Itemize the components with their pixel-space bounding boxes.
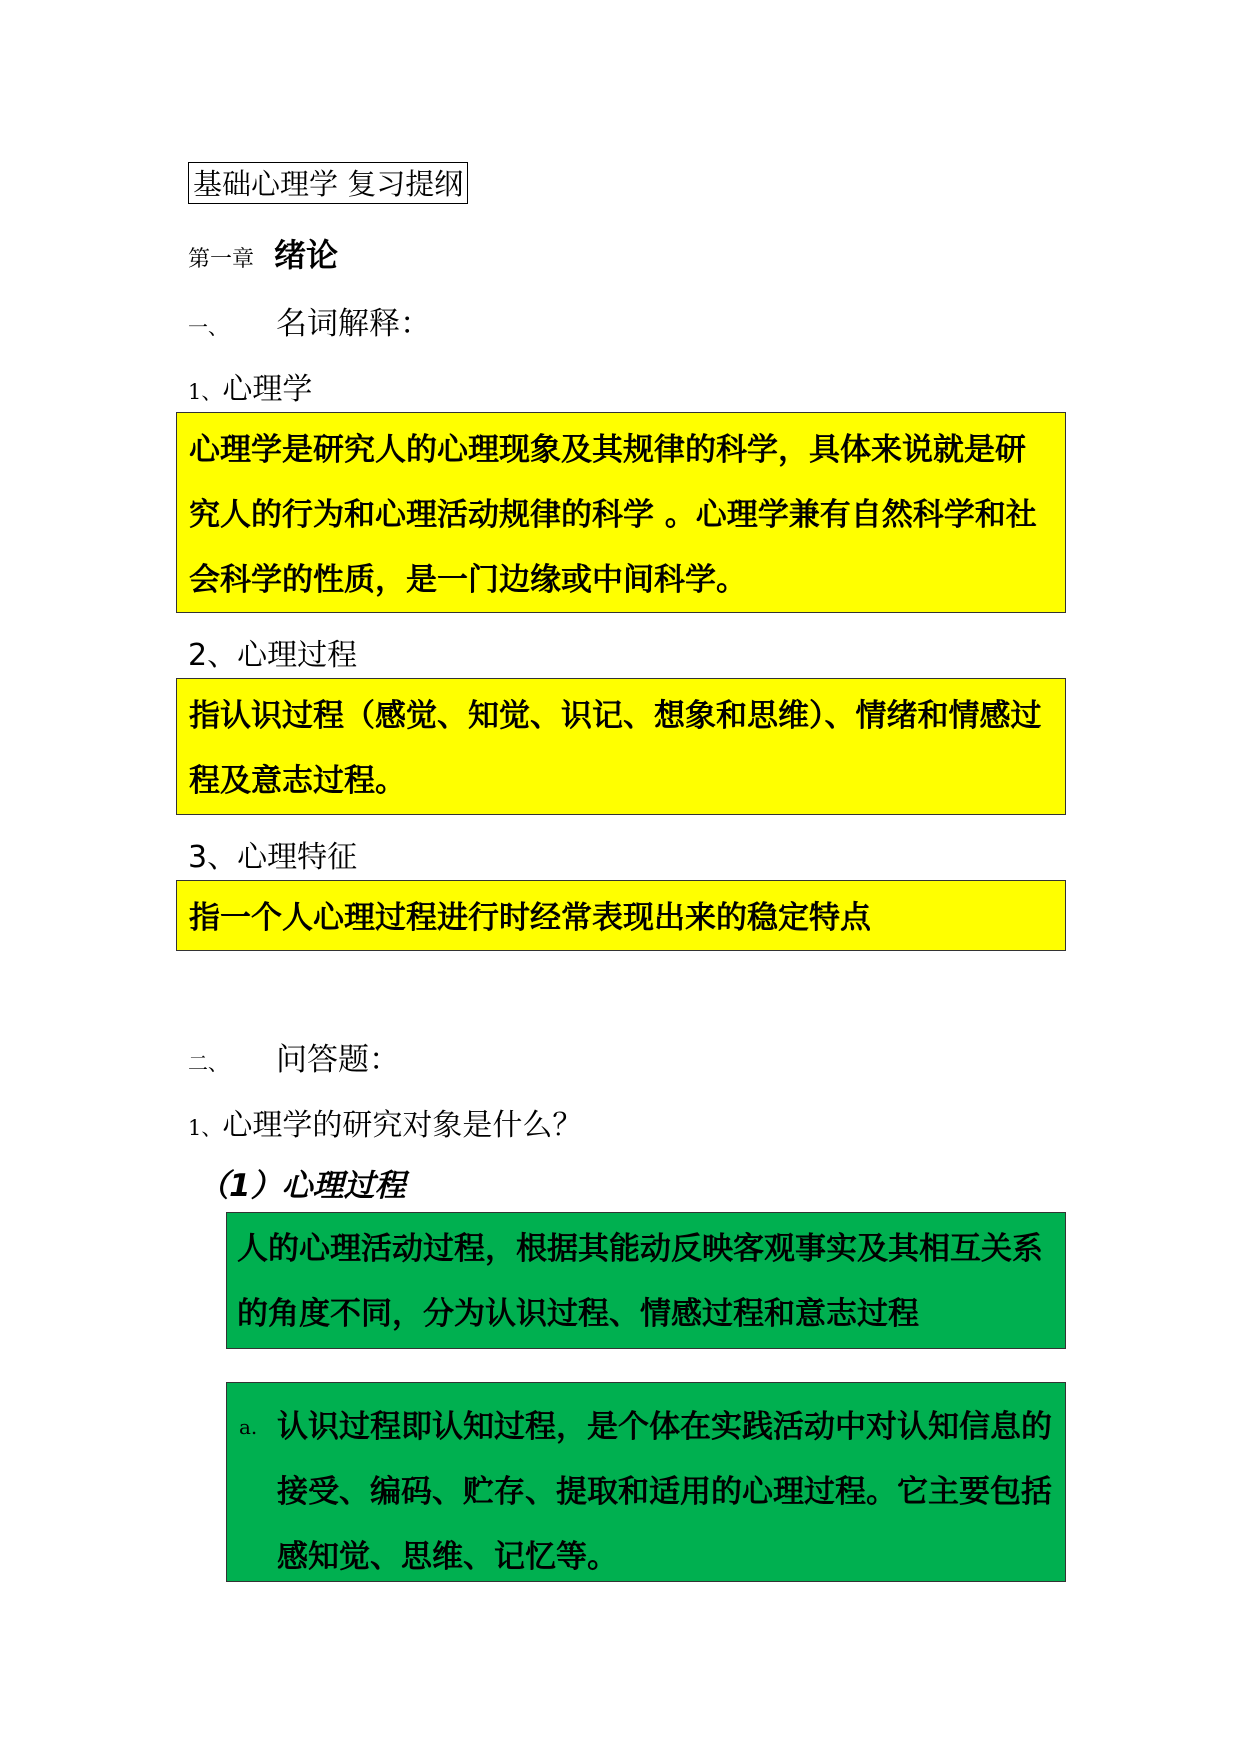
chapter-heading bbox=[188, 230, 338, 276]
definition-box-mental-process bbox=[176, 678, 1066, 815]
term-number: 1、 bbox=[188, 380, 223, 404]
definition-text: 指认识过程（感觉、知觉、识记、想象和思维）、情绪和情感过程及意志过程。 bbox=[189, 698, 1042, 799]
answer-text: 人的心理活动过程，根据其能动反映客观事实及其相互关系的角度不同，分为认识过程、情感过程和意志过程 bbox=[237, 1231, 1043, 1332]
section-mark: 二、 bbox=[188, 1051, 228, 1075]
term-name: 心理过程 bbox=[237, 638, 358, 673]
section-mark: 一、 bbox=[188, 315, 228, 339]
term-heading-1 bbox=[188, 364, 312, 408]
answer-box-cognition bbox=[226, 1382, 1066, 1582]
section-heading-terms bbox=[188, 298, 431, 343]
question-number: 1、 bbox=[188, 1116, 223, 1140]
section-heading-questions bbox=[188, 1034, 400, 1079]
document-title: 基础心理学 复习提纲 bbox=[188, 162, 468, 204]
term-heading-2 bbox=[188, 630, 357, 674]
answer-box-mental-process bbox=[226, 1212, 1066, 1349]
term-heading-3 bbox=[188, 832, 357, 876]
definition-box-mental-traits bbox=[176, 880, 1066, 951]
section-title: 名词解释： bbox=[276, 306, 431, 342]
definition-text: 指一个人心理过程进行时经常表现出来的稳定特点 bbox=[189, 900, 871, 936]
chapter-number: 第一章 bbox=[188, 247, 255, 272]
term-name: 心理学 bbox=[222, 372, 313, 407]
term-name: 心理特征 bbox=[237, 840, 358, 875]
definition-box-psychology bbox=[176, 412, 1066, 613]
list-marker: a. bbox=[239, 1415, 258, 1439]
answer-part-heading: （1）心理过程 bbox=[198, 1168, 406, 1204]
answer-text: 认识过程即认知过程，是个体在实践活动中对认知信息的接受、编码、贮存、提取和适用的心理过程。它主要包括感知觉、思维、记忆等。 bbox=[277, 1409, 1052, 1575]
term-number: 2、 bbox=[188, 638, 238, 673]
question-text: 心理学的研究对象是什么？ bbox=[222, 1108, 583, 1143]
question-1 bbox=[188, 1100, 582, 1144]
term-number: 3、 bbox=[188, 840, 238, 875]
section-title: 问答题： bbox=[276, 1042, 400, 1078]
definition-text: 心理学是研究人的心理现象及其规律的科学，具体来说就是研究人的行为和心理活动规律的科学 。心理学兼有自然科学和社会科学的性质，是一门边缘或中间科学。 bbox=[189, 432, 1037, 598]
chapter-name: 绪论 bbox=[274, 236, 339, 274]
